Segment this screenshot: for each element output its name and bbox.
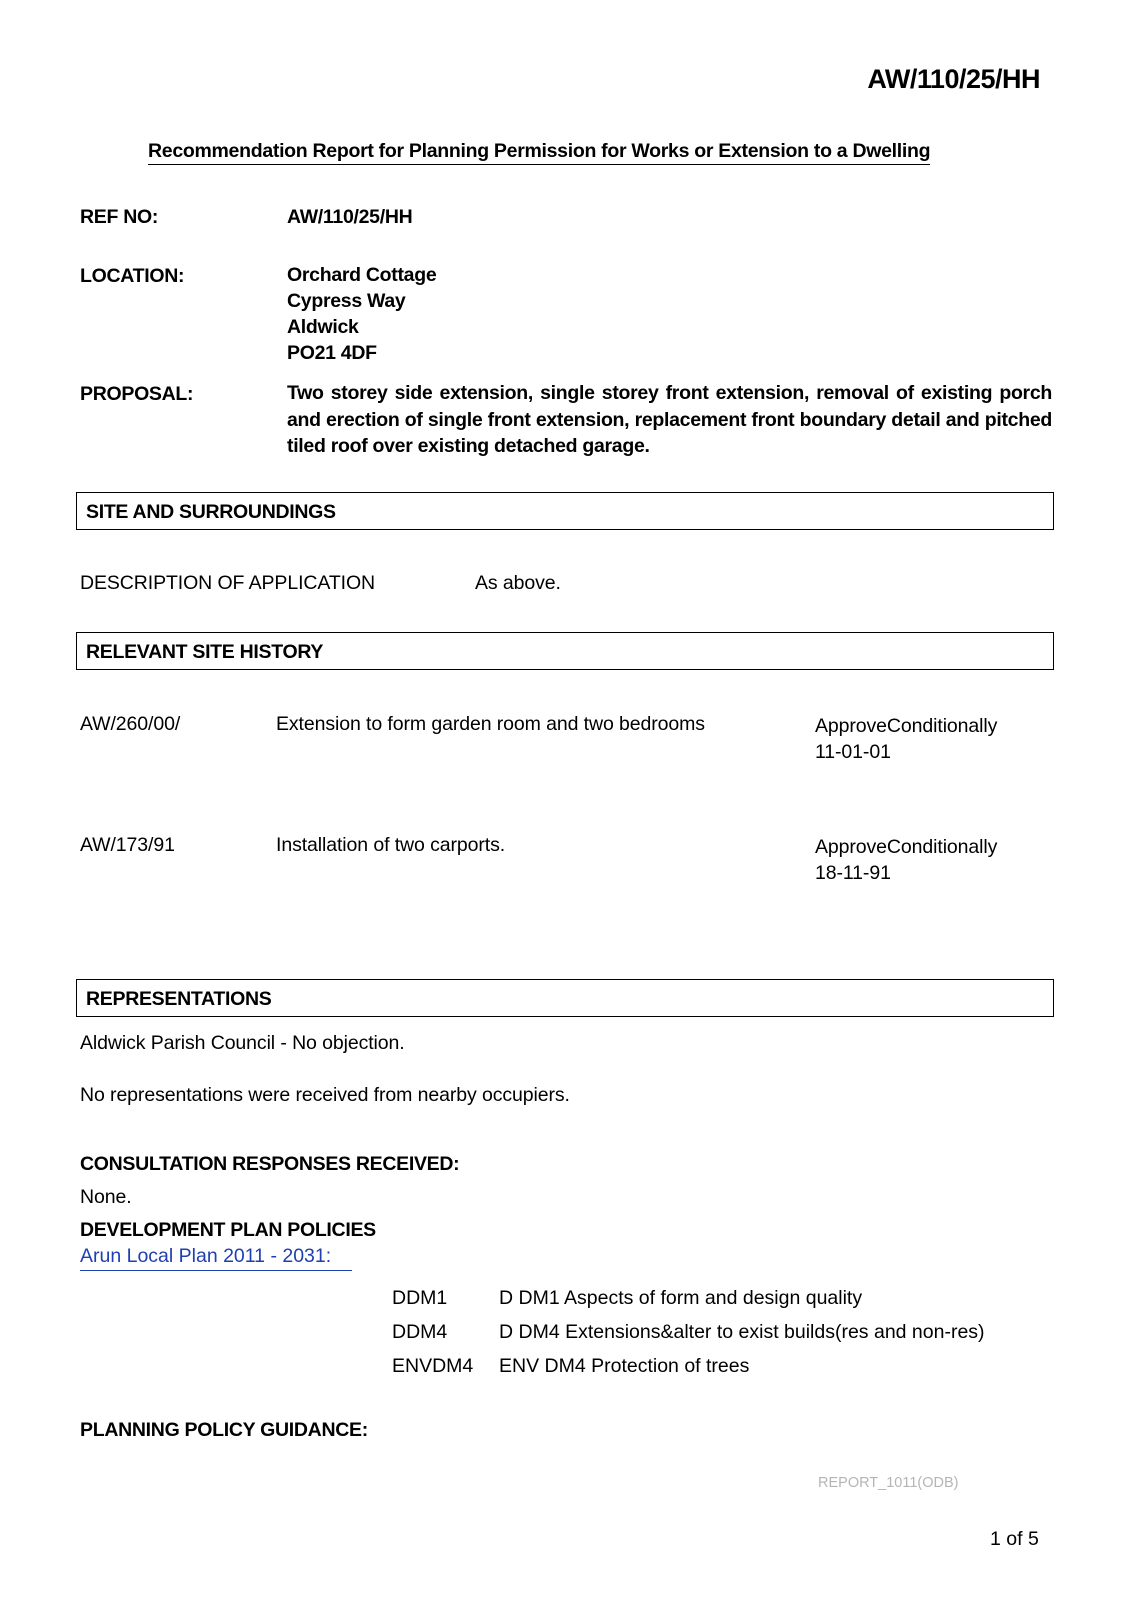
address-line: Aldwick xyxy=(287,316,359,338)
description-value: As above. xyxy=(475,572,561,594)
location-label: LOCATION: xyxy=(80,265,185,287)
policy-description: ENV DM4 Protection of trees xyxy=(499,1355,750,1377)
section-site-and-surroundings: SITE AND SURROUNDINGS xyxy=(76,492,1054,530)
page-number: 1 of 5 xyxy=(990,1528,1039,1550)
address-line: PO21 4DF xyxy=(287,342,377,364)
ref-no-label: REF NO: xyxy=(80,206,159,228)
location-address xyxy=(287,262,436,366)
proposal-label: PROPOSAL: xyxy=(80,383,194,405)
policy-code: DDM1 xyxy=(392,1287,448,1309)
history-ref: AW/260/00/ xyxy=(80,713,181,735)
occupier-representations: No representations were received from nearby occupiers. xyxy=(80,1084,570,1106)
history-decision-text: ApproveConditionally xyxy=(815,715,998,737)
history-decision-date: 18-11-91 xyxy=(815,862,891,884)
header-reference: AW/110/25/HH xyxy=(867,64,1040,94)
development-plan-heading: DEVELOPMENT PLAN POLICIES xyxy=(80,1219,376,1241)
consultation-heading: CONSULTATION RESPONSES RECEIVED: xyxy=(80,1153,460,1175)
history-description: Extension to form garden room and two bedrooms xyxy=(276,713,705,735)
policy-code: DDM4 xyxy=(392,1321,448,1343)
section-relevant-site-history: RELEVANT SITE HISTORY xyxy=(76,632,1054,670)
policy-description: D DM1 Aspects of form and design quality xyxy=(499,1287,863,1309)
history-ref: AW/173/91 xyxy=(80,834,175,856)
consultation-text: None. xyxy=(80,1186,132,1208)
policy-description: D DM4 Extensions&alter to exist builds(res and non-res) xyxy=(499,1321,985,1343)
planning-policy-guidance-heading: PLANNING POLICY GUIDANCE: xyxy=(80,1419,368,1441)
report-title: Recommendation Report for Planning Permission for Works or Extension to a Dwelling xyxy=(148,140,930,165)
history-description: Installation of two carports. xyxy=(276,834,506,856)
local-plan-link[interactable]: Arun Local Plan 2011 - 2031: xyxy=(80,1245,352,1271)
history-decision-date: 11-01-01 xyxy=(815,741,891,763)
description-label: DESCRIPTION OF APPLICATION xyxy=(80,572,376,594)
report-code: REPORT_1011(ODB) xyxy=(818,1475,959,1491)
address-line: Orchard Cottage xyxy=(287,264,437,286)
history-decision xyxy=(815,713,997,765)
policy-code: ENVDM4 xyxy=(392,1355,474,1377)
section-representations: REPRESENTATIONS xyxy=(76,979,1054,1017)
parish-council-response: Aldwick Parish Council - No objection. xyxy=(80,1032,405,1054)
ref-no-value: AW/110/25/HH xyxy=(287,206,413,228)
history-decision-text: ApproveConditionally xyxy=(815,836,998,858)
proposal-text: Two storey side extension, single storey front extension, removal of existing porch and erection of single front extension, replacement front boundary detail and pitched tiled roof over existing detached garage. xyxy=(287,382,1052,457)
history-decision xyxy=(815,834,997,886)
address-line: Cypress Way xyxy=(287,290,406,312)
